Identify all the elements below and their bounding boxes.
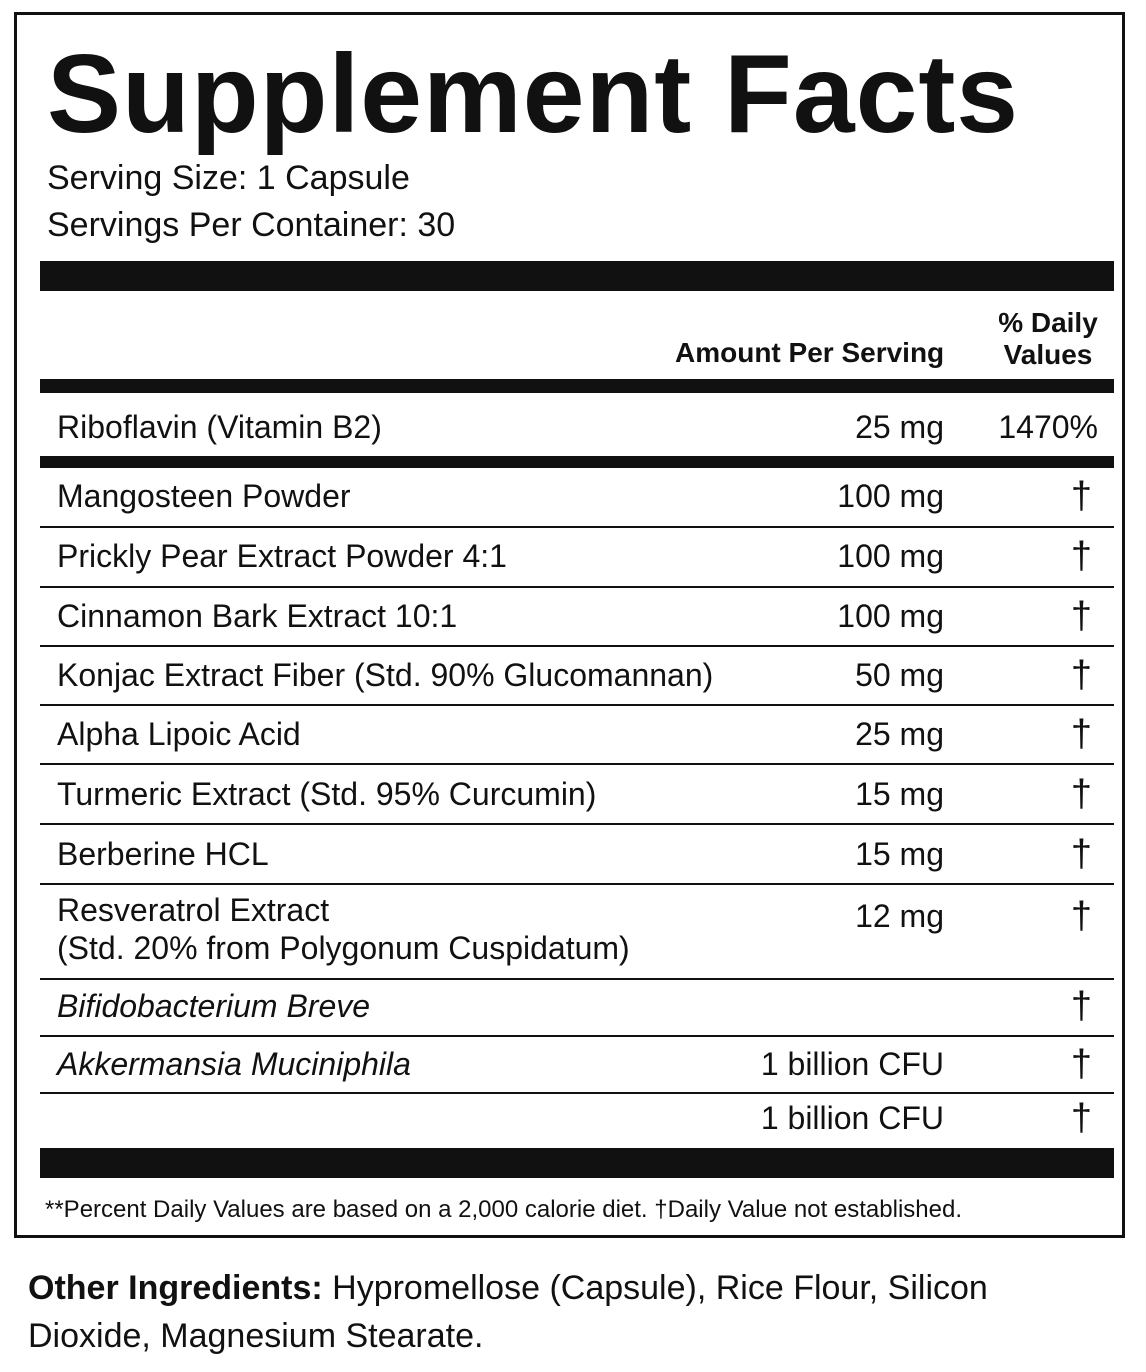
- ingredient-dv: †: [1070, 1097, 1092, 1139]
- row-divider: [40, 586, 1114, 588]
- other-ingredients-text: Hypromellose (Capsule), Rice Flour, Silicon Dioxide, Magnesium Stearate.: [28, 1269, 988, 1355]
- ingredient-name: Bifidobacterium Breve: [57, 988, 371, 1024]
- table-row: [40, 891, 1114, 975]
- ingredient-dv: †: [1070, 833, 1092, 875]
- ingredient-amount: 15 mg: [855, 836, 944, 872]
- ingredient-amount: 25 mg: [855, 716, 944, 752]
- ingredient-dv: †: [1070, 1043, 1092, 1085]
- nutrient-dv: 1470%: [998, 409, 1098, 445]
- ingredient-amount: 1 billion CFU: [760, 1046, 944, 1082]
- ingredient-dv: †: [1070, 985, 1092, 1027]
- ingredient-dv: †: [1070, 895, 1092, 937]
- row-divider: [40, 1092, 1114, 1094]
- other-ingredients-heading: Other Ingredients:: [28, 1269, 323, 1307]
- ingredient-amount: 100 mg: [837, 478, 944, 514]
- row-divider: [40, 526, 1114, 528]
- ingredient-amount: 1 billion CFU: [760, 1100, 944, 1136]
- footnote: **Percent Daily Values are based on a 2,000 calorie diet. †Daily Value not established.: [45, 1196, 963, 1223]
- medium-divider-header: [40, 379, 1114, 393]
- ingredient-dv: †: [1070, 595, 1092, 637]
- ingredient-name: Akkermansia Muciniphila: [57, 1046, 411, 1082]
- ingredient-amount: 100 mg: [837, 598, 944, 634]
- ingredient-dv: †: [1070, 773, 1092, 815]
- ingredient-dv: †: [1070, 535, 1092, 577]
- table-row: [40, 835, 1114, 875]
- ingredient-amount: 100 mg: [837, 538, 944, 574]
- ingredient-name: Berberine HCL: [57, 836, 269, 872]
- ingredient-name: Cinnamon Bark Extract 10:1: [57, 598, 458, 634]
- row-divider: [40, 704, 1114, 706]
- row-divider: [40, 823, 1114, 825]
- ingredient-name-detail: (Std. 20% from Polygonum Cuspidatum): [57, 930, 630, 966]
- supplement-facts-panel: [14, 12, 1125, 1238]
- nutrient-amount: 25 mg: [855, 409, 944, 445]
- table-row: [40, 656, 1114, 696]
- nutrient-name: Riboflavin (Vitamin B2): [57, 409, 382, 445]
- ingredient-name: Alpha Lipoic Acid: [57, 716, 301, 752]
- table-row: [40, 537, 1114, 577]
- row-divider: [40, 645, 1114, 647]
- serving-size: Serving Size: 1 Capsule: [47, 159, 410, 197]
- ingredient-dv: †: [1070, 475, 1092, 517]
- table-row: [40, 987, 1114, 1027]
- row-divider: [40, 763, 1114, 765]
- ingredient-amount: 50 mg: [855, 657, 944, 693]
- header-dv-line1: % Daily: [998, 307, 1098, 338]
- other-ingredients: [28, 1264, 1028, 1360]
- ingredient-dv: †: [1070, 713, 1092, 755]
- table-row: [40, 408, 1114, 448]
- ingredient-dv: †: [1070, 654, 1092, 696]
- servings-per-container: Servings Per Container: 30: [47, 206, 456, 244]
- header-amount-per-serving: Amount Per Serving: [675, 337, 945, 368]
- table-row: [40, 715, 1114, 755]
- ingredient-name: Mangosteen Powder: [57, 478, 351, 514]
- medium-divider-vitamins: [40, 456, 1114, 468]
- thick-divider-top: [40, 261, 1114, 291]
- table-row: [40, 477, 1114, 517]
- ingredient-name: Konjac Extract Fiber (Std. 90% Glucomannan): [57, 657, 714, 693]
- ingredient-amount: 12 mg: [855, 898, 944, 934]
- table-row: [40, 597, 1114, 637]
- row-divider: [40, 883, 1114, 885]
- row-divider: [40, 1035, 1114, 1037]
- ingredient-name: Turmeric Extract (Std. 95% Curcumin): [57, 776, 597, 812]
- row-divider: [40, 978, 1114, 980]
- thick-divider-bottom: [40, 1148, 1114, 1178]
- header-dv-line2: Values: [1003, 339, 1093, 370]
- label-title: Supplement Facts: [47, 32, 1020, 156]
- ingredient-name: Prickly Pear Extract Powder 4:1: [57, 538, 507, 574]
- ingredient-amount: 15 mg: [855, 776, 944, 812]
- table-row: [40, 1045, 1114, 1085]
- ingredient-name: Resveratrol Extract: [57, 892, 330, 928]
- table-row: [40, 1099, 1114, 1139]
- table-row: [40, 775, 1114, 815]
